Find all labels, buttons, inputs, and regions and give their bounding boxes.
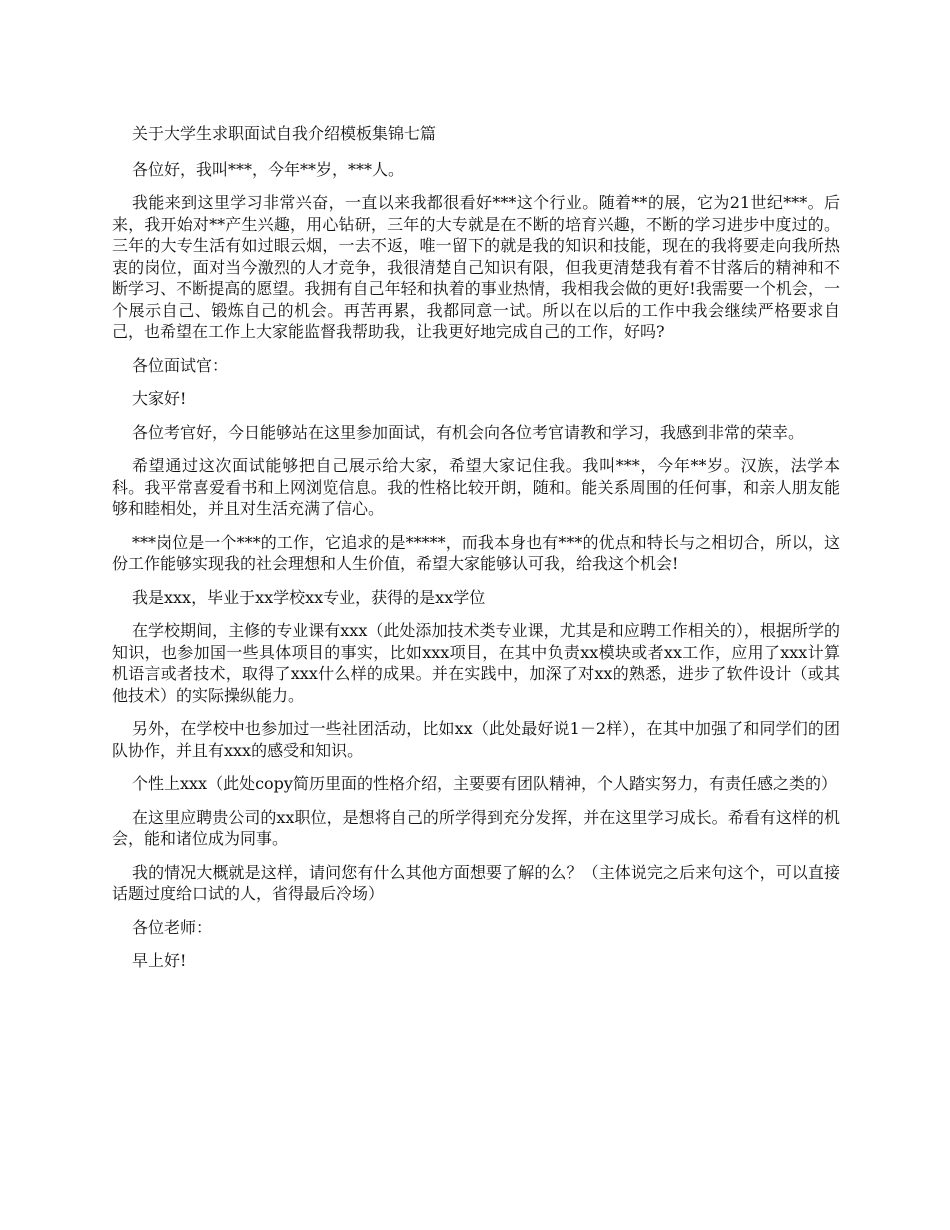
paragraph-activities: 另外，在学校中也参加过一些社团活动，比如xx（此处最好说1－2样），在其中加强了和同学们的团队协作，并且有xxx的感受和知识。 [112,719,840,760]
paragraph-graduate: 我是xxx，毕业于xx学校xx专业，获得的是xx学位 [132,587,486,607]
paragraph-hello: 大家好! [132,389,187,408]
paragraph-closing-question: 我的情况大概就是这样，请问您有什么其他方面想要了解的么？（主体说完之后来句这个，可以直接话题过度给口试的人，省得最后冷场） [112,862,840,903]
paragraph-examiners: 各位考官好，今日能够站在这里参加面试，有机会向各位考官请教和学习，我感到非常的荣幸。 [132,422,805,442]
paragraph-greeting: 各位好，我叫***，今年**岁，***人。 [132,159,405,179]
paragraph-school-courses: 在学校期间，主修的专业课有xxx（此处添加技术类专业课，尤其是和应聘工作相关的），根据所学的知识，也参加国一些具体项目的事实，比如xxx项目，在其中负责xx模块或者xx工作，应用了xxx计算机语言或者技术，取得了xxx什么样的成果。并在实践中，加深了对xx的熟悉，进步了软件设计（或其他技术）的实际操纵能力。 [112,621,840,705]
document-page [112,123,840,984]
paragraph-position: ***岗位是一个***的工作，它追求的是*****，而我本身也有***的优点和特长与之相切合，所以，这份工作能够实现我的社会理想和人生价值，希望大家能够认可我，给我这个机会! [112,532,840,573]
paragraph-good-morning: 早上好! [132,951,187,970]
document-title: 关于大学生求职面试自我介绍模板集锦七篇 [132,124,437,143]
paragraph-application: 在这里应聘贵公司的xx职位，是想将自己的所学得到充分发挥，并在这里学习成长。希看有这样的机会，能和诸位成为同事。 [112,807,840,848]
paragraph-salutation-interviewers: 各位面试官： [132,355,229,375]
paragraph-salutation-teachers: 各位老师： [132,917,213,937]
paragraph-personality: 个性上xxx（此处copy简历里面的性格介绍，主要要有团队精神，个人踏实努力，有责任感之类的） [132,774,837,793]
paragraph-intro: 我能来到这里学习非常兴奋，一直以来我都很看好***这个行业。随着**的展，它为21世纪***。后来，我开始对**产生兴趣，用心钻研，三年的大专就是在不断的培育兴趣，不断的学习进步中度过的。三年的大专生活有如过眼云烟，一去不返，唯一留下的就是我的知识和技能，现在的我将要走向我所热衷的岗位，面对当今激烈的人才竞争，我很清楚自己知识有限，但我更清楚我有着不甘落后的精神和不断学习、不断提高的愿望。我拥有自己年轻和执着的事业热情，我相我会做的更好!我需要一个机会，一个展示自己、锻炼自己的机会。再苦再累，我都同意一试。所以在以后的工作中我会继续严格要求自己，也希望在工作上大家能监督我帮助我，让我更好地完成自己的工作，好吗? [112,193,840,341]
paragraph-self-introduction: 希望通过这次面试能够把自己展示给大家，希望大家记住我。我叫***，今年**岁。汉族，法学本科。我平常喜爱看书和上网浏览信息。我的性格比较开朗，随和。能关系周围的任何事，和亲人朋友能够和睦相处，并且对生活充满了信心。 [112,456,840,518]
